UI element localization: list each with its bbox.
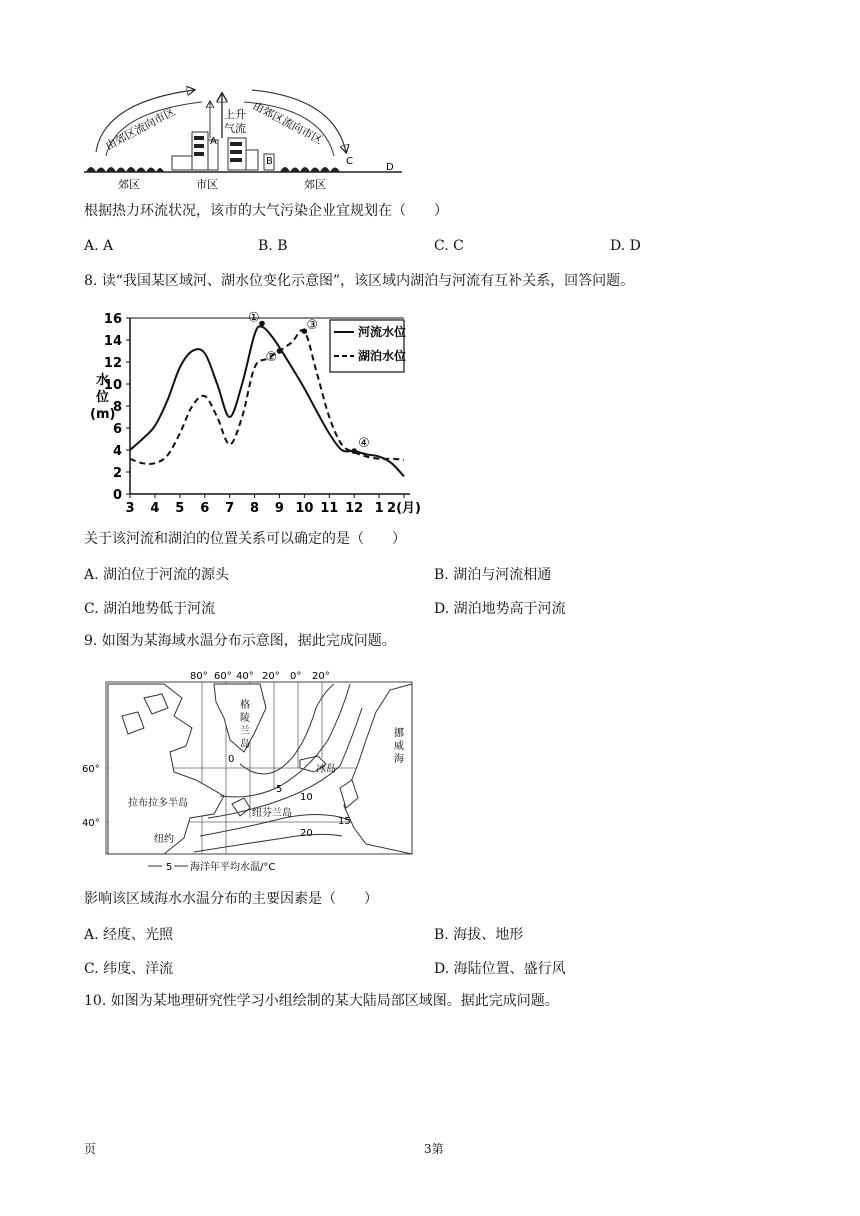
annotation-point [351,448,357,454]
q8-intro: 8. 读“我国某区域河、湖水位变化示意图”，该区域内湖泊与河流有互补关系，回答问题。 [84,273,635,289]
x-tick-label: 2(月) [387,501,421,516]
q9-option-d: D. 海陆位置、盛行风 [434,961,566,977]
lon-40: 40° [236,671,254,682]
x-tick-label: 12 [345,501,364,516]
x-tick-label: 10 [295,501,314,516]
x-tick-label: 1 [374,501,384,516]
sea-temperature-map [82,668,416,878]
x-tick-label: 7 [225,501,235,516]
x-tick-label: 6 [200,501,210,516]
q9-option-c: C. 纬度、洋流 [84,961,174,977]
q10-intro: 10. 如图为某地理研究性学习小组绘制的某大陆局部区域图。据此完成问题。 [84,993,559,1009]
isotherm-5: 5 [276,784,283,795]
place-norway-3: 海 [394,754,404,765]
q7-option-a: A. A [84,238,114,254]
isotherm-20: 20 [300,828,313,839]
lon-60: 60° [214,671,232,682]
label-suburb-left: 郊区 [118,178,140,191]
label-A: A [210,136,217,147]
x-tick-label: 4 [150,501,160,516]
lat-60: 60° [82,764,100,775]
q8-option-a: A. 湖泊位于河流的源头 [84,567,230,583]
label-B: B [266,156,273,167]
annotation-label: ③ [306,318,319,334]
footer-center: 3第 [424,1142,444,1156]
footer-left: 页 [84,1142,97,1156]
y-tick-label: 16 [103,312,122,327]
q8-option-c: C. 湖泊地势低于河流 [84,601,216,617]
y-tick-label: 6 [112,422,122,437]
y-axis-label: 位 [96,390,110,405]
y-tick-label: 0 [112,488,122,503]
legend-entry: 河流水位 [358,325,407,339]
q8-option-d: D. 湖泊地势高于河流 [434,601,566,617]
q9-option-b: B. 海拔、地形 [434,927,524,943]
heat-circulation-figure [84,80,404,192]
label-D: D [386,162,394,173]
x-tick-label: 3 [125,501,135,516]
annotation-label: ① [248,310,260,326]
lat-40: 40° [82,818,100,829]
isotherm-10: 10 [300,792,313,803]
label-C: C [346,156,353,167]
place-greenland-4: 岛 [240,739,250,750]
place-greenland-1: 格 [240,700,250,711]
isotherm-0: 0 [228,754,235,765]
y-tick-label: 14 [103,334,122,349]
y-axis-label: (m) [90,407,116,422]
q9-stem: 影响该区域海水水温分布的主要因素是（ ） [84,891,378,907]
q7-option-b: B. B [258,238,288,254]
annotation-point [259,321,265,327]
y-tick-label: 10 [103,378,122,393]
y-axis-label: 水 [96,373,110,388]
x-tick-label: 8 [250,501,260,516]
y-tick-label: 4 [112,444,122,459]
place-iceland: 冰岛 [316,764,336,775]
place-norway-1: 挪 [394,728,404,739]
lon-80: 80° [190,671,208,682]
place-greenland-2: 陵 [240,713,250,724]
lon-20e: 20° [312,671,330,682]
label-right-arc: 由郊区流向市区 [250,99,325,147]
lon-0: 0° [290,671,302,682]
x-tick-label: 11 [320,501,339,516]
y-tick-label: 8 [112,400,122,415]
label-rising-2: 气流 [224,122,246,135]
legend-value: 5 [166,862,173,873]
legend-entry: 湖泊水位 [358,349,407,363]
q7-option-d: D. D [610,238,641,254]
legend-text: 海洋年平均水温/°C [190,862,276,873]
annotation-point [277,348,283,354]
q7-stem: 根据热力环流状况，该市的大气污染企业宜规划在（ ） [84,203,448,219]
water-level-chart [84,308,424,518]
y-tick-label: 12 [103,356,122,371]
isotherm-15: 15 [338,816,351,827]
label-left-arc: 由郊区流向市区 [103,105,178,153]
annotation-label: ② [265,350,278,365]
place-newyork: 纽约 [154,834,174,845]
place-greenland-3: 兰 [240,726,250,737]
label-city: 市区 [196,178,218,191]
place-norway-2: 威 [394,741,404,752]
label-rising-1: 上升 [224,108,246,121]
q7-option-c: C. C [434,238,464,254]
label-suburb-right: 郊区 [304,178,326,191]
place-newfoundland: 纽芬兰岛 [252,808,292,819]
y-tick-label: 2 [112,466,122,481]
lon-20w: 20° [262,671,280,682]
q8-option-b: B. 湖泊与河流相通 [434,567,552,583]
place-labrador: 拉布拉多半岛 [128,798,188,809]
annotation-label: ④ [358,436,370,452]
x-tick-label: 9 [274,501,284,516]
q8-stem: 关于该河流和湖泊的位置关系可以确定的是（ ） [84,531,406,547]
x-tick-label: 5 [175,501,185,516]
q9-option-a: A. 经度、光照 [84,927,174,943]
q9-intro: 9. 如图为某海域水温分布示意图，据此完成问题。 [84,633,396,649]
